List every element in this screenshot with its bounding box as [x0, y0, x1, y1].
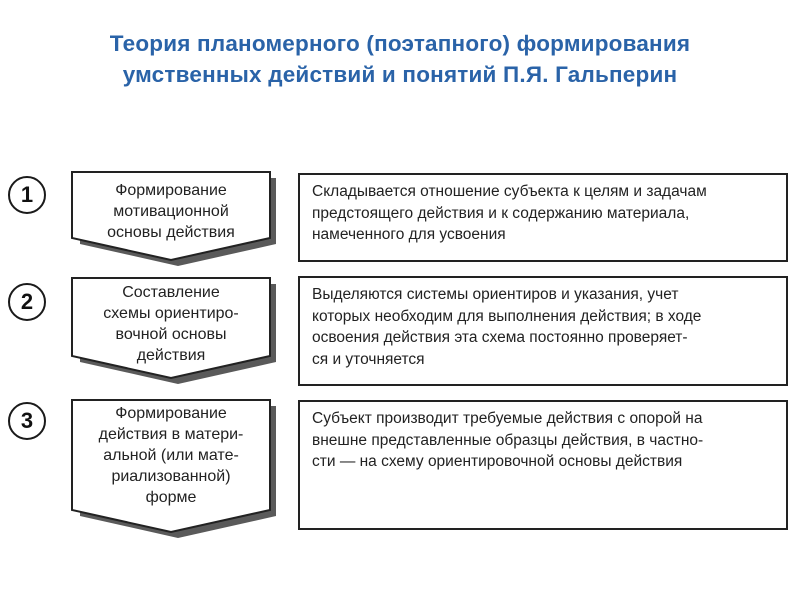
stage-1-number: 1 — [8, 176, 46, 214]
stage-3-description: Субъект производит требуемые действия с опорой на внешне представленные образцы действия, в частно- сти — на схему ориентировочной основы действия — [298, 400, 788, 530]
stage-2-label: Составление схемы ориентиро- вочной основы действия — [103, 284, 239, 364]
stage-1-label: Формирование мотивационной основы действия — [107, 182, 235, 241]
stage-1-block — [70, 170, 276, 266]
stage-3-block — [70, 398, 276, 540]
title-line-1: Теория планомерного (поэтапного) формирования — [109, 31, 691, 56]
stage-1-description: Складывается отношение субъекта к целям и задачам предстоящего действия и к содержанию материала, намеченного для усвоения — [298, 173, 788, 262]
stage-2-number: 2 — [8, 283, 46, 321]
stage-2-description: Выделяются системы ориентиров и указания, учет которых необходим для выполнения действия; в ходе освоения действия эта схема постоянно проверяет- ся и уточняется — [298, 276, 788, 386]
stage-3-label: Формирование действия в матери- альной (или мате- риализованной) форме — [98, 405, 244, 506]
page-title — [0, 28, 800, 90]
title-line-2: умственных действий и понятий П.Я. Гальперин — [122, 62, 678, 87]
stage-2-block — [70, 276, 276, 384]
stage-3-number: 3 — [8, 402, 46, 440]
